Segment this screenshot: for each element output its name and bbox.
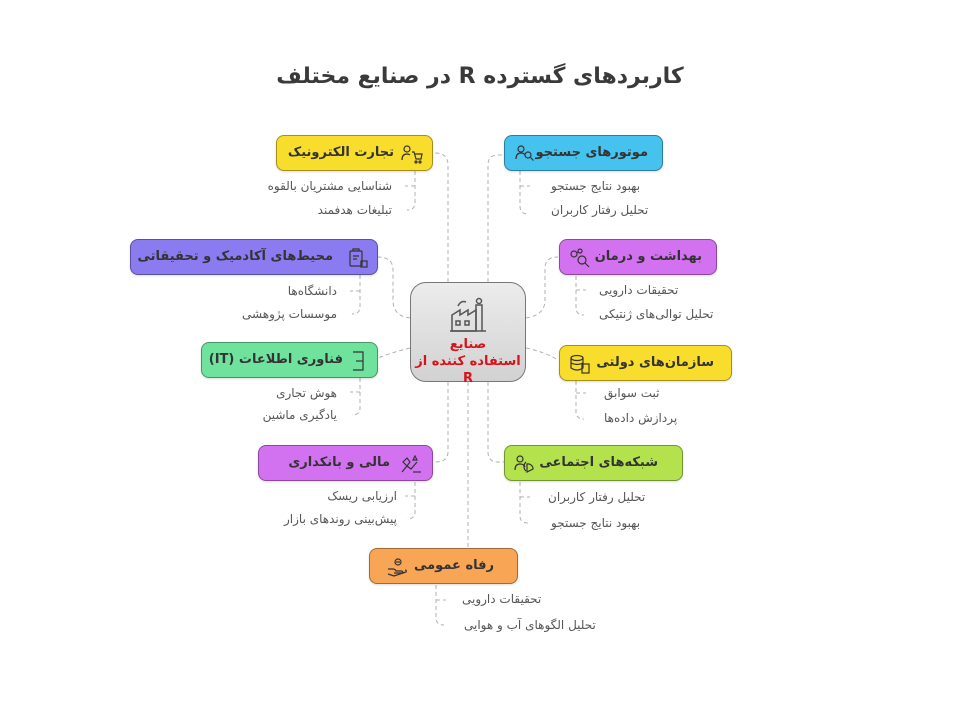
people-chart-icon — [514, 454, 536, 474]
center-node[interactable] — [410, 282, 526, 386]
list-item: تحلیل رفتار کاربران — [551, 203, 649, 217]
branch-label: مالی و بانکداری — [288, 455, 390, 470]
branch-label: تجارت الکترونیک — [287, 145, 394, 160]
page-title: کاربردهای گسترده R در صنایع مختلف — [276, 64, 684, 89]
list-item: تحلیل رفتار کاربران — [548, 490, 646, 504]
branch-label: موتورهای جستجو — [535, 145, 648, 160]
branch-label: شبکه‌های اجتماعی — [539, 455, 658, 470]
list-item: موسسات پژوهشی — [242, 307, 337, 321]
branch-it[interactable] — [201, 342, 378, 378]
branch-government[interactable] — [559, 345, 732, 381]
branch-label: محیط‌های آکادمیک و تحقیقاتی — [137, 249, 333, 264]
branch-finance[interactable] — [258, 445, 433, 481]
list-item: یادگیری ماشین — [262, 408, 337, 422]
center-title: صنایع — [449, 337, 487, 352]
list-item: تحقیقات دارویی — [462, 592, 542, 606]
branch-ecommerce[interactable] — [276, 135, 433, 171]
branch-social-networks[interactable] — [504, 445, 683, 481]
database-doc-icon — [569, 354, 591, 374]
list-item: پیش‌بینی روندهای بازار — [284, 512, 397, 526]
list-item: تحقیقات دارویی — [599, 283, 679, 297]
list-item: بهبود نتایج جستجو — [551, 516, 641, 530]
list-item: تبلیغات هدفمند — [317, 203, 392, 217]
hand-care-icon — [386, 557, 408, 577]
research-icon — [347, 248, 369, 268]
center-subtitle: استفاده کننده از R — [415, 354, 521, 386]
list-item: دانشگاه‌ها — [287, 284, 337, 298]
list-item: بهبود نتایج جستجو — [551, 179, 641, 193]
branch-label: فناوری اطلاعات (IT) — [208, 352, 343, 367]
branch-academic[interactable] — [130, 239, 378, 275]
branch-label: سازمان‌های دولتی — [596, 355, 714, 370]
branch-label: بهداشت و درمان — [594, 249, 702, 264]
cart-person-icon — [401, 144, 423, 164]
molecule-search-icon — [569, 248, 591, 268]
document-icon — [347, 351, 369, 371]
list-item: هوش تجاری — [276, 386, 337, 400]
finance-chart-icon — [401, 454, 423, 474]
branch-health[interactable] — [559, 239, 717, 275]
branch-welfare[interactable] — [369, 548, 518, 584]
list-item: پردازش داده‌ها — [604, 411, 678, 425]
list-item: ارزیابی ریسک — [327, 489, 397, 503]
list-item: تحلیل الگوهای آب و هوایی — [464, 618, 596, 632]
list-item: ثبت سوابق — [604, 386, 660, 400]
factory-icon — [448, 297, 488, 333]
list-item: شناسایی مشتریان بالقوه — [267, 179, 392, 193]
branch-label: رفاه عمومی — [413, 558, 494, 573]
list-item: تحلیل توالی‌های ژنتیکی — [599, 307, 714, 321]
branch-search-engines[interactable] — [504, 135, 663, 171]
users-search-icon — [515, 144, 535, 162]
